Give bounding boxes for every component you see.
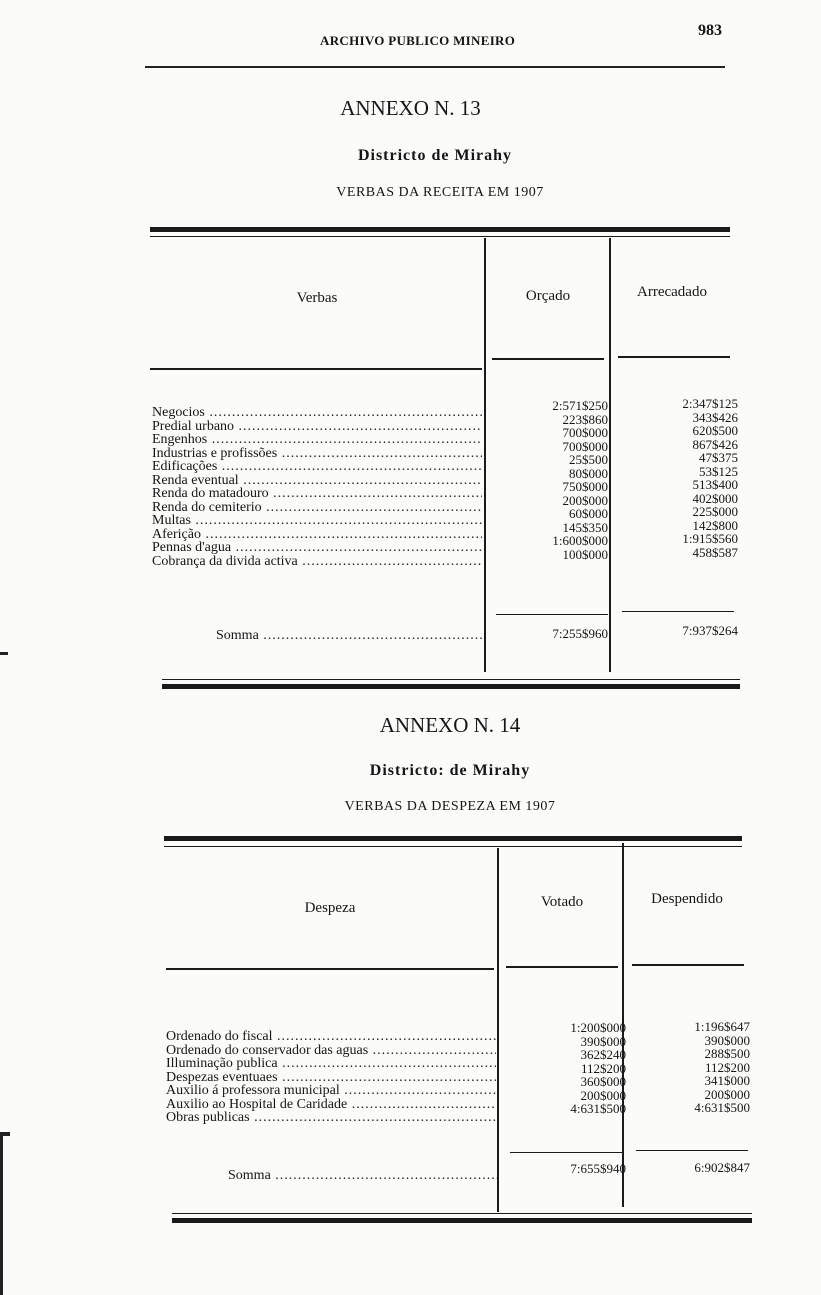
voted-value: 200$000: [580, 1087, 626, 1103]
annex13-col-orcado: Orçado: [525, 288, 571, 304]
annex13-bottom-rule: [162, 684, 740, 689]
table-row-label: Despezas eventuaes .....: [166, 1071, 496, 1085]
annex14-subtitle: VERBAS DA DESPEZA EM 1907: [344, 799, 556, 814]
annex14-head-rule-a: [166, 968, 494, 970]
annex13-head-rule-c: [618, 356, 730, 358]
annex14-bottom-rule: [172, 1218, 752, 1223]
table-row-label: Engenhos .....: [152, 433, 482, 447]
annex14-top-rule-thin: [164, 846, 742, 847]
spent-value: 390$000: [704, 1032, 750, 1048]
table-row-label: Illuminação publica .....: [166, 1057, 496, 1071]
budget-value: 2:571$250: [552, 398, 608, 413]
annex14-col-divider-1: [497, 848, 499, 1212]
annex13-total-collected: 7:937$264: [682, 623, 738, 638]
annex13-col-divider-2: [609, 238, 611, 672]
page-number: 983: [698, 22, 722, 39]
voted-value: 112$200: [580, 1060, 626, 1076]
table-row-label: Ordenado do fiscal .....: [166, 1030, 496, 1044]
table-row-label: Edificações .....: [152, 460, 482, 474]
voted-value: 362$240: [580, 1047, 626, 1062]
budget-value: 60$000: [569, 506, 608, 521]
table-row-label: Aferição .....: [152, 528, 482, 542]
annex14-labels: [166, 1030, 496, 1125]
annex13-total-budget: 7:255$960: [552, 626, 608, 641]
budget-value: 80$000: [569, 465, 608, 481]
collected-value: 402$000: [692, 490, 738, 506]
running-title: ARCHIVO PUBLICO MINEIRO: [320, 33, 516, 48]
table-row-label: Obras publicas .....: [166, 1111, 496, 1125]
collected-value: 1:915$560: [682, 531, 738, 546]
header-rule: [145, 66, 725, 68]
table-row-label: Auxilio ao Hospital de Caridade .....: [166, 1098, 496, 1112]
annex14-district: Districto: de Mirahy: [369, 762, 531, 779]
scan-margin-edge: [0, 1136, 3, 1295]
annex13-total-label: Somma .....: [216, 628, 484, 644]
collected-value: 47$375: [699, 450, 738, 465]
voted-value: 1:200$000: [570, 1020, 626, 1035]
table-row-label: Renda do matadouro .....: [152, 487, 482, 501]
spent-value: 200$000: [704, 1086, 750, 1102]
annex13-bottom-rule-thin: [162, 679, 740, 680]
budget-value: 700$000: [562, 438, 608, 454]
table-row-label: Renda eventual .....: [152, 474, 482, 488]
annex13-top-rule-thin: [150, 236, 730, 237]
table-row-label: Renda do cemiterio .....: [152, 501, 482, 515]
table-row-label: Predial urbano .....: [152, 420, 482, 434]
table-row-label: Ordenado do conservador das aguas .....: [166, 1044, 496, 1058]
annex14-head-rule-c: [632, 964, 744, 966]
table-row-label: Pennas d'agua .....: [152, 541, 482, 555]
collected-value: 343$426: [692, 409, 738, 425]
spent-value: 288$500: [704, 1046, 750, 1061]
annex13-col-verbas: Verbas: [296, 290, 338, 306]
annex13-col-arrecadado: Arrecadado: [637, 284, 707, 300]
annex13-district: Districto de Mirahy: [357, 147, 513, 164]
collected-value: 620$500: [692, 423, 738, 438]
annex14-title: ANNEXO N. 14: [379, 713, 521, 737]
annex13-subtitle: VERBAS DA RECEITA EM 1907: [336, 185, 544, 200]
annex14-spent-values: [638, 1020, 750, 1115]
scan-margin-mark: [0, 652, 8, 655]
annex14-bottom-rule-thin: [172, 1213, 752, 1214]
annex14-voted-values: [514, 1021, 626, 1116]
annex13-sum-rule-a: [496, 614, 608, 615]
spent-value: 1:196$647: [694, 1019, 750, 1034]
annex14-col-votado: Votado: [540, 894, 584, 910]
voted-value: 360$000: [580, 1074, 626, 1089]
collected-value: 513$400: [692, 477, 738, 492]
annex13-top-rule: [150, 227, 730, 232]
annex14-head-rule-b: [506, 966, 618, 968]
annex14-col-despendido: Despendido: [651, 891, 723, 907]
table-row-label: Industrias e profissões .....: [152, 447, 482, 461]
annex13-head-rule-b: [492, 358, 604, 360]
annex13-budget-values: [500, 399, 608, 561]
annex14-sum-rule-b: [636, 1150, 748, 1151]
collected-value: 53$125: [699, 463, 738, 479]
annex13-sum-rule-b: [622, 611, 734, 612]
annex13-labels: [152, 406, 482, 568]
budget-value: 700$000: [562, 425, 608, 440]
annex14-total-label: Somma .....: [228, 1168, 498, 1184]
collected-value: 142$800: [692, 517, 738, 533]
annex13-head-rule-a: [150, 368, 482, 370]
spent-value: 112$200: [704, 1059, 750, 1075]
table-row-label: Auxilio á professora municipal .....: [166, 1084, 496, 1098]
budget-value: 223$860: [562, 411, 608, 427]
annex14-col-despeza: Despeza: [304, 900, 356, 916]
annex14-total-spent: 6:902$847: [694, 1160, 750, 1175]
budget-value: 145$350: [562, 519, 608, 535]
annex14-sum-rule-a: [510, 1152, 622, 1153]
budget-value: 100$000: [562, 546, 608, 562]
annex13-collected-values: [626, 397, 738, 559]
collected-value: 2:347$125: [682, 396, 738, 411]
budget-value: 25$500: [569, 452, 608, 467]
budget-value: 750$000: [562, 479, 608, 494]
table-row-label: Negocios .....: [152, 406, 482, 420]
collected-value: 458$587: [692, 544, 738, 560]
annex13-col-divider-1: [484, 238, 486, 672]
budget-value: 1:600$000: [552, 533, 608, 548]
voted-value: 4:631$500: [570, 1101, 626, 1116]
table-row-label: Cobrança da divida activa .....: [152, 555, 482, 569]
annex13-title: ANNEXO N. 13: [340, 96, 481, 120]
table-row-label: Multas .....: [152, 514, 482, 528]
collected-value: 867$426: [692, 436, 738, 452]
budget-value: 200$000: [562, 492, 608, 508]
spent-value: 341$000: [704, 1073, 750, 1088]
collected-value: 225$000: [692, 504, 738, 519]
spent-value: 4:631$500: [694, 1100, 750, 1115]
annex14-top-rule: [164, 836, 742, 841]
annex14-total-voted: 7:655$940: [570, 1161, 626, 1176]
voted-value: 390$000: [580, 1033, 626, 1049]
